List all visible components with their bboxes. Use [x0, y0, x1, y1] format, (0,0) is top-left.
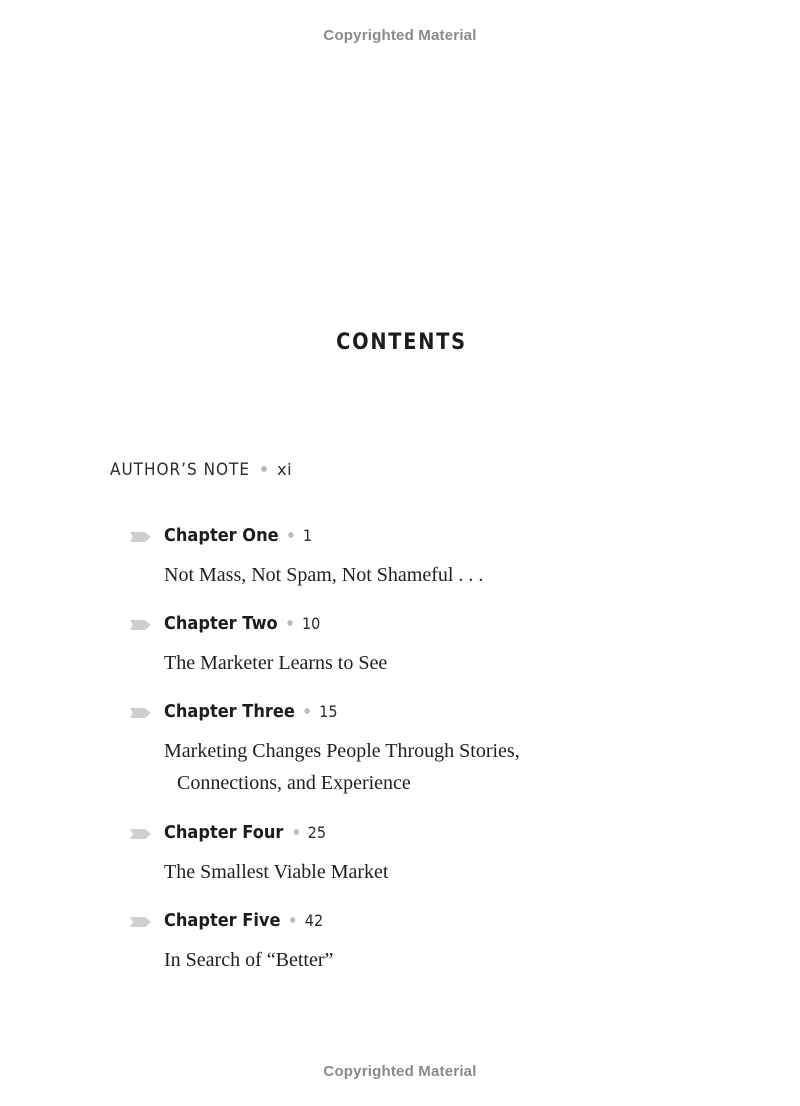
page-title: CONTENTS — [336, 330, 467, 355]
chapter-label: Chapter Five — [164, 910, 281, 931]
chapter-subtitle: Not Mass, Not Spam, Not Shameful . . . — [164, 564, 484, 586]
toc-entry-authors-note[interactable] — [110, 460, 292, 480]
chapter-page-number: 10 — [301, 614, 321, 633]
dot-separator-icon — [290, 917, 295, 923]
arrow-tab-icon — [130, 829, 151, 839]
chapter-label: Chapter One — [164, 525, 279, 546]
chapter-subtitle: In Search of “Better” — [164, 949, 334, 971]
chapter-subtitle-line-1: Marketing Changes People Through Stories, — [164, 740, 520, 762]
chapter-label: Chapter Two — [164, 613, 278, 634]
chapter-page-number: 25 — [307, 823, 326, 842]
chapter-heading — [164, 701, 337, 722]
authors-note-page-number: xi — [277, 460, 293, 479]
chapter-page-number: 15 — [319, 702, 338, 721]
chapter-subtitle-line-2: Connections, and Experience — [177, 772, 411, 794]
chapter-page-number: 1 — [302, 526, 313, 545]
dot-separator-icon — [289, 532, 294, 538]
dot-separator-icon — [288, 620, 293, 626]
chapter-heading — [164, 613, 320, 634]
chapter-subtitle: The Marketer Learns to See — [164, 652, 388, 674]
authors-note-label: AUTHOR’S NOTE — [110, 460, 251, 480]
copyright-watermark-top: Copyrighted Material — [323, 27, 477, 44]
arrow-tab-icon — [130, 532, 151, 542]
dot-separator-icon — [261, 466, 267, 472]
chapter-label: Chapter Three — [164, 701, 295, 722]
chapter-heading — [164, 822, 326, 843]
arrow-tab-icon — [130, 917, 151, 927]
dot-separator-icon — [293, 829, 298, 835]
chapter-subtitle — [164, 735, 520, 799]
chapter-label: Chapter Four — [164, 822, 284, 843]
arrow-tab-icon — [130, 708, 151, 718]
chapter-heading — [164, 910, 323, 931]
copyright-watermark-bottom: Copyrighted Material — [323, 1063, 477, 1080]
chapter-heading — [164, 525, 312, 546]
chapter-subtitle: The Smallest Viable Market — [164, 861, 389, 883]
dot-separator-icon — [305, 708, 310, 714]
arrow-tab-icon — [130, 620, 151, 630]
chapter-page-number: 42 — [304, 911, 324, 930]
